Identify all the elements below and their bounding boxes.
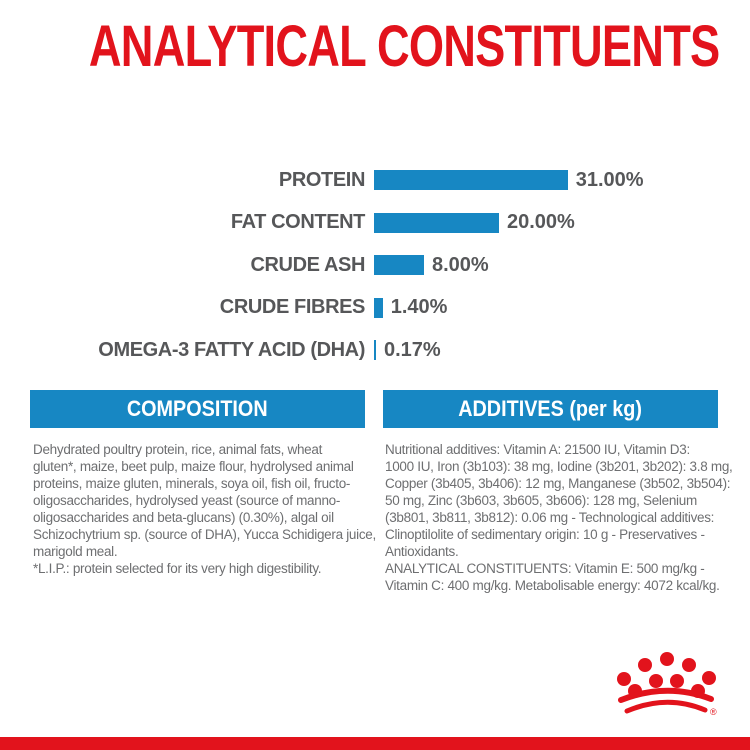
additives-line: Nutritional additives: Vitamin A: 21500 IU, Vitamin D3: <box>385 442 690 457</box>
chart-row-fat-content <box>0 213 750 233</box>
additives-text <box>385 441 737 594</box>
chart-value: 0.17% <box>384 338 441 361</box>
composition-header-label: COMPOSITION <box>127 396 268 421</box>
chart-label: OMEGA-3 FATTY ACID (DHA) <box>98 338 365 361</box>
chart-value: 1.40% <box>390 296 448 318</box>
additives-line: Clinoptilolite of sedimentary origin: 10 g - Preservatives - <box>385 527 705 542</box>
additives-analytical-line: Vitamin C: 400 mg/kg. Metabolisable energy: 4072 kcal/kg. <box>385 578 720 593</box>
chart-label: PROTEIN <box>278 168 365 191</box>
chart-bar <box>374 170 568 190</box>
chart-bar <box>374 340 376 360</box>
additives-analytical-line: ANALYTICAL CONSTITUENTS: Vitamin E: 500 mg/kg - <box>385 561 705 576</box>
composition-line: gluten*, maize, beet pulp, maize flour, hydrolysed animal <box>33 459 354 474</box>
chart-row-crude-ash <box>0 255 750 275</box>
additives-line: 1000 IU, Iron (3b103): 38 mg, Iodine (3b201, 3b202): 3.8 mg, <box>385 459 733 474</box>
composition-line: Schizochytrium sp. (source of DHA), Yucca Schidigera juice, <box>33 527 376 542</box>
chart-label: FAT CONTENT <box>230 211 365 233</box>
royal-canin-crown-logo-icon <box>610 649 718 719</box>
composition-line: oligosaccharides and beta-glucans) (0.30%), algal oil <box>33 510 334 525</box>
composition-text <box>33 441 376 577</box>
analytical-constituents-chart <box>0 170 750 383</box>
chart-value: 31.00% <box>575 168 644 191</box>
page-title <box>0 14 750 80</box>
additives-line: (3b801, 3b811, 3b812): 0.06 mg - Technological additives: <box>385 510 715 525</box>
chart-row-omega3-dha <box>0 340 750 360</box>
composition-line: marigold meal. <box>33 544 118 559</box>
additives-header <box>383 390 718 428</box>
composition-lip-note: *L.I.P.: protein selected for its very high digestibility. <box>33 561 322 576</box>
additives-line: 50 mg, Zinc (3b603, 3b605, 3b606): 128 mg, Selenium <box>385 493 697 508</box>
chart-row-protein <box>0 170 750 190</box>
chart-bar <box>374 213 499 233</box>
chart-label: CRUDE FIBRES <box>219 296 365 318</box>
additives-header-label: ADDITIVES (per kg) <box>458 396 643 421</box>
composition-line: proteins, maize gluten, minerals, soya oil, fish oil, fructo- <box>33 476 351 491</box>
page-title-text: ANALYTICAL CONSTITUENTS <box>88 14 720 79</box>
chart-bar <box>374 298 383 318</box>
registered-trademark-symbol: ® <box>710 707 717 717</box>
composition-header <box>30 390 365 428</box>
composition-line: oligosaccharides, hydrolysed yeast (source of manno- <box>33 493 341 508</box>
additives-line: Copper (3b405, 3b406): 12 mg, Manganese (3b502, 3b504): <box>385 476 731 491</box>
chart-value: 8.00% <box>432 253 489 276</box>
footer-red-bar <box>0 737 750 750</box>
chart-bar <box>374 255 424 275</box>
chart-label: CRUDE ASH <box>250 253 365 276</box>
additives-line: Antioxidants. <box>385 544 459 559</box>
chart-row-crude-fibres <box>0 298 750 318</box>
crown-base-arcs <box>621 691 711 711</box>
composition-line: Dehydrated poultry protein, rice, animal fats, wheat <box>33 442 323 457</box>
chart-value: 20.00% <box>507 211 575 233</box>
